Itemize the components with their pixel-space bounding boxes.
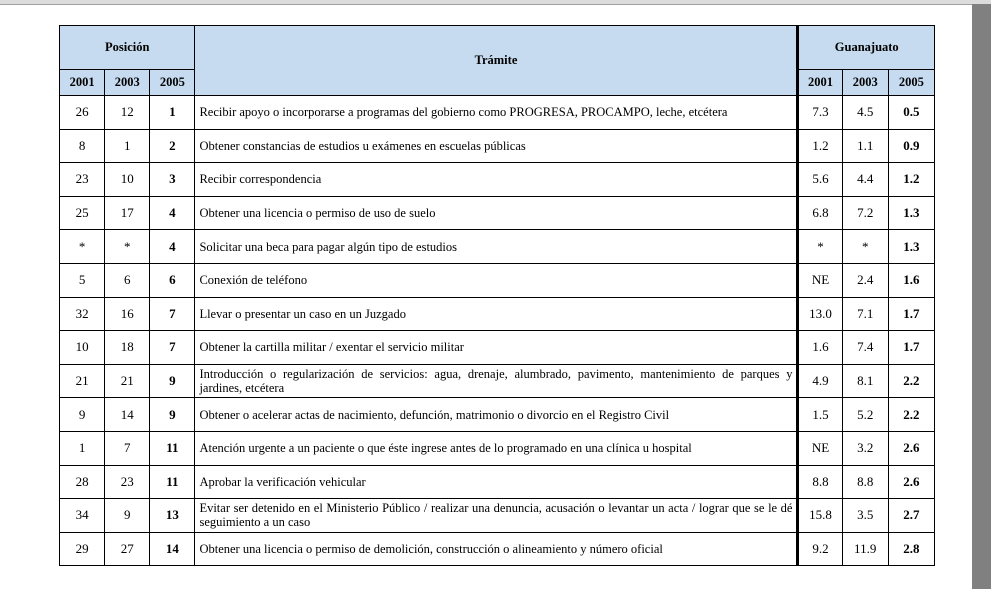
tramite-cell: Conexión de teléfono	[195, 264, 797, 298]
est-2001-cell: 13.0	[797, 298, 842, 332]
year-header-pos-2003: 2003	[105, 70, 150, 96]
est-2001-cell: 5.6	[797, 163, 842, 197]
pos-2005-cell: 7	[150, 298, 195, 332]
pos-2001-cell: *	[60, 230, 105, 264]
tramite-cell: Obtener o acelerar actas de nacimiento, defunción, matrimonio o divorcio en el Registro Civil	[195, 398, 797, 432]
estado-header: Guanajuato	[797, 26, 935, 70]
pos-2003-cell: 9	[105, 499, 150, 533]
pos-2001-cell: 32	[60, 298, 105, 332]
est-2001-cell: 4.9	[797, 365, 842, 399]
est-2003-cell: 11.9	[843, 533, 889, 567]
est-2003-cell: 3.5	[843, 499, 889, 533]
est-2003-cell: 7.2	[843, 197, 889, 231]
pos-2003-cell: 18	[105, 331, 150, 365]
tramite-cell: Introducción o regularización de servicios: agua, drenaje, alumbrado, pavimento, mantenimiento de parques y jardines, etcétera	[195, 365, 797, 399]
est-2005-cell: 1.7	[889, 331, 935, 365]
est-2001-cell: 1.2	[797, 130, 842, 164]
pos-2001-cell: 5	[60, 264, 105, 298]
pos-2001-cell: 21	[60, 365, 105, 399]
table-row	[60, 499, 935, 533]
pos-2003-cell: 14	[105, 398, 150, 432]
pos-2001-cell: 10	[60, 331, 105, 365]
est-2005-cell: 1.2	[889, 163, 935, 197]
year-header-pos-2005: 2005	[150, 70, 195, 96]
est-2003-cell: 4.5	[843, 96, 889, 130]
pos-2001-cell: 8	[60, 130, 105, 164]
est-2001-cell: 6.8	[797, 197, 842, 231]
table-row	[60, 398, 935, 432]
tramite-cell: Solicitar una beca para pagar algún tipo de estudios	[195, 230, 797, 264]
table-row	[60, 264, 935, 298]
pos-2003-cell: 10	[105, 163, 150, 197]
tramite-cell: Obtener la cartilla militar / exentar el servicio militar	[195, 331, 797, 365]
est-2005-cell: 1.6	[889, 264, 935, 298]
est-2001-cell: 8.8	[797, 466, 842, 500]
tramite-cell: Obtener una licencia o permiso de demolición, construcción o alineamiento y número oficial	[195, 533, 797, 567]
est-2001-cell: NE	[797, 264, 842, 298]
est-2005-cell: 2.2	[889, 398, 935, 432]
table-row	[60, 432, 935, 466]
pos-2003-cell: 1	[105, 130, 150, 164]
table-row	[60, 197, 935, 231]
tramite-cell: Recibir correspondencia	[195, 163, 797, 197]
table-row	[60, 230, 935, 264]
pos-2005-cell: 11	[150, 432, 195, 466]
tramite-cell: Llevar o presentar un caso en un Juzgado	[195, 298, 797, 332]
est-2005-cell: 2.8	[889, 533, 935, 567]
tramite-cell: Aprobar la verificación vehicular	[195, 466, 797, 500]
tramite-cell: Recibir apoyo o incorporarse a programas del gobierno como PROGRESA, PROCAMPO, leche, etcétera	[195, 96, 797, 130]
tramite-cell: Obtener una licencia o permiso de uso de suelo	[195, 197, 797, 231]
pos-2001-cell: 26	[60, 96, 105, 130]
table-row	[60, 130, 935, 164]
est-2005-cell: 1.7	[889, 298, 935, 332]
est-2003-cell: 3.2	[843, 432, 889, 466]
pos-2001-cell: 25	[60, 197, 105, 231]
table-row	[60, 466, 935, 500]
est-2003-cell: 5.2	[843, 398, 889, 432]
est-2005-cell: 2.7	[889, 499, 935, 533]
table-row	[60, 96, 935, 130]
year-header-est-2005: 2005	[889, 70, 935, 96]
pos-2003-cell: *	[105, 230, 150, 264]
pos-2001-cell: 29	[60, 533, 105, 567]
year-header-est-2001: 2001	[797, 70, 842, 96]
est-2003-cell: *	[843, 230, 889, 264]
pos-2005-cell: 9	[150, 365, 195, 399]
pos-2005-cell: 13	[150, 499, 195, 533]
table-row	[60, 163, 935, 197]
est-2005-cell: 0.9	[889, 130, 935, 164]
est-2003-cell: 1.1	[843, 130, 889, 164]
pos-2001-cell: 28	[60, 466, 105, 500]
pos-2005-cell: 11	[150, 466, 195, 500]
est-2005-cell: 2.6	[889, 466, 935, 500]
pos-2003-cell: 6	[105, 264, 150, 298]
pos-2003-cell: 12	[105, 96, 150, 130]
est-2001-cell: 7.3	[797, 96, 842, 130]
tramite-cell: Obtener constancias de estudios u exámenes en escuelas públicas	[195, 130, 797, 164]
pos-2001-cell: 1	[60, 432, 105, 466]
pos-2005-cell: 9	[150, 398, 195, 432]
document-page	[0, 5, 972, 589]
pos-2003-cell: 7	[105, 432, 150, 466]
table-row	[60, 331, 935, 365]
est-2003-cell: 8.1	[843, 365, 889, 399]
est-2003-cell: 2.4	[843, 264, 889, 298]
tramite-cell: Atención urgente a un paciente o que éste ingrese antes de lo programado en una clínica u hospital	[195, 432, 797, 466]
est-2003-cell: 7.4	[843, 331, 889, 365]
est-2005-cell: 1.3	[889, 230, 935, 264]
table-row	[60, 298, 935, 332]
table-row	[60, 365, 935, 399]
est-2001-cell: 15.8	[797, 499, 842, 533]
pos-2003-cell: 16	[105, 298, 150, 332]
est-2005-cell: 2.2	[889, 365, 935, 399]
tramite-header: Trámite	[195, 26, 797, 96]
est-2001-cell: 9.2	[797, 533, 842, 567]
pos-2001-cell: 23	[60, 163, 105, 197]
est-2003-cell: 4.4	[843, 163, 889, 197]
posicion-header: Posición	[60, 26, 195, 70]
est-2003-cell: 8.8	[843, 466, 889, 500]
est-2001-cell: *	[797, 230, 842, 264]
year-header-pos-2001: 2001	[60, 70, 105, 96]
viewer-scroll-gutter[interactable]	[972, 4, 991, 589]
pos-2003-cell: 21	[105, 365, 150, 399]
header-row-top	[60, 26, 935, 70]
pos-2003-cell: 27	[105, 533, 150, 567]
pos-2005-cell: 1	[150, 96, 195, 130]
est-2005-cell: 0.5	[889, 96, 935, 130]
pos-2005-cell: 7	[150, 331, 195, 365]
tramites-table	[59, 25, 935, 566]
est-2001-cell: 1.6	[797, 331, 842, 365]
pos-2005-cell: 3	[150, 163, 195, 197]
tramite-cell: Evitar ser detenido en el Ministerio Público / realizar una denuncia, acusación o levantar un acta / lograr que se le dé seguimiento a un caso	[195, 499, 797, 533]
est-2003-cell: 7.1	[843, 298, 889, 332]
pos-2001-cell: 34	[60, 499, 105, 533]
table-row	[60, 533, 935, 567]
pos-2001-cell: 9	[60, 398, 105, 432]
pos-2005-cell: 14	[150, 533, 195, 567]
pos-2005-cell: 2	[150, 130, 195, 164]
pos-2005-cell: 6	[150, 264, 195, 298]
year-header-est-2003: 2003	[843, 70, 889, 96]
est-2001-cell: NE	[797, 432, 842, 466]
pos-2003-cell: 23	[105, 466, 150, 500]
est-2005-cell: 1.3	[889, 197, 935, 231]
pos-2005-cell: 4	[150, 230, 195, 264]
pos-2003-cell: 17	[105, 197, 150, 231]
pos-2005-cell: 4	[150, 197, 195, 231]
est-2005-cell: 2.6	[889, 432, 935, 466]
est-2001-cell: 1.5	[797, 398, 842, 432]
